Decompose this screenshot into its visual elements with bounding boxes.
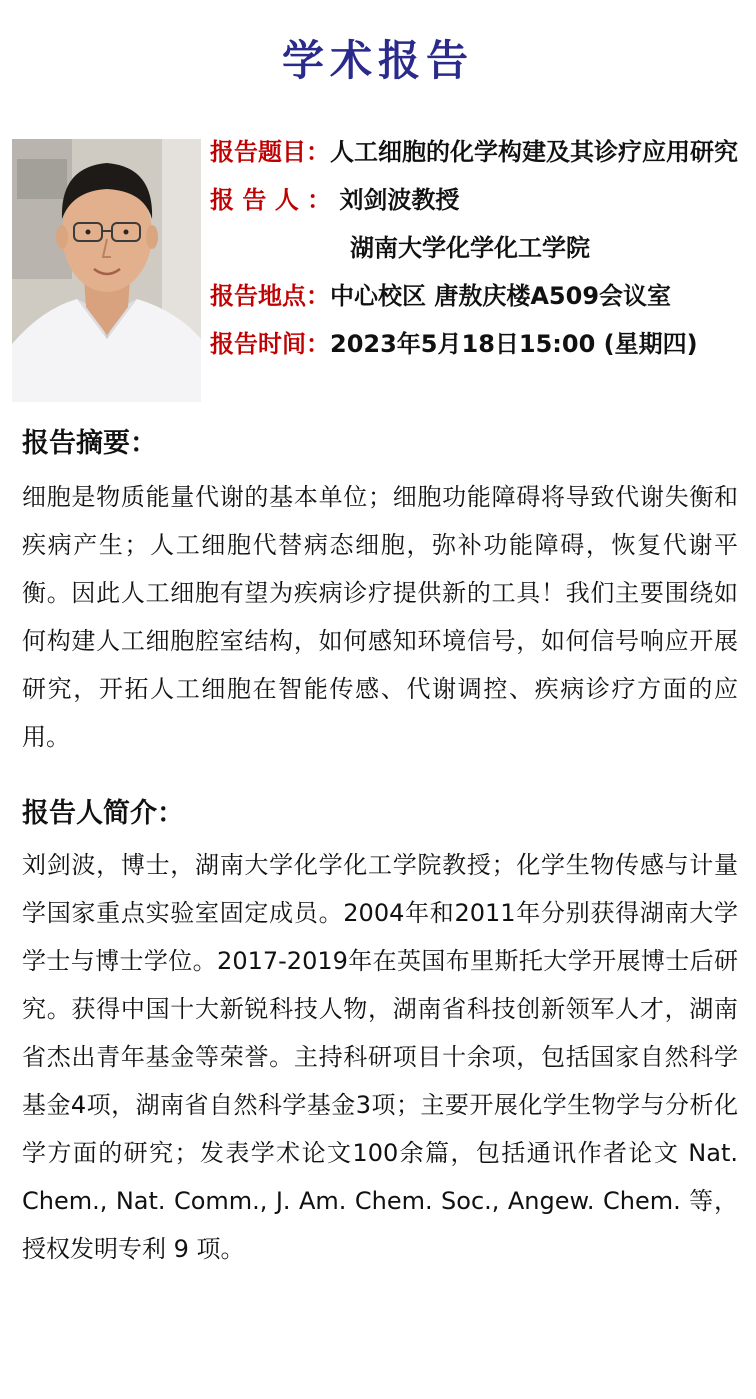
speaker-name: 刘剑波教授	[339, 186, 460, 214]
time-value: 2023年5月18日15:00 (星期四)	[330, 330, 698, 358]
bio-heading: 报告人简介：	[22, 798, 184, 829]
speaker-portrait-image	[12, 139, 201, 402]
time-row	[210, 320, 750, 368]
talk-info	[210, 128, 750, 368]
speaker-affiliation: 湖南大学化学化工学院	[350, 234, 590, 262]
topic-row	[210, 128, 750, 176]
abstract-heading: 报告摘要：	[22, 428, 157, 459]
page-title: 学术报告	[281, 36, 474, 85]
affiliation-row	[210, 224, 750, 272]
speaker-photo	[12, 139, 201, 402]
abstract-text: 细胞是物质能量代谢的基本单位；细胞功能障碍将导致代谢失衡和疾病产生；人工细胞代替病态细胞，弥补功能障碍，恢复代谢平衡。因此人工细胞有望为疾病诊疗提供新的工具！我们主要围绕如何构建人工细胞腔室结构，如何感知环境信号，如何信号响应开展研究，开拓人工细胞在智能传感、代谢调控、疾病诊疗方面的应用。	[22, 483, 738, 751]
bio-text: 刘剑波，博士，湖南大学化学化工学院教授；化学生物传感与计量学国家重点实验室固定成员。2004年和2011年分别获得湖南大学学士与博士学位。2017-2019年在英国布里斯托大学开展博士后研究。获得中国十大新锐科技人物，湖南省科技创新领军人才，湖南省杰出青年基金等荣誉。主持科研项目十余项，包括国家自然科学基金4项，湖南省自然科学基金3项；主要开展化学生物学与分析化学方面的研究；发表学术论文100余篇，包括通讯作者论文 Nat. Chem., Nat. Comm., J. Am. Chem. Soc., Angew. Chem. 等，授权发明专利 9 项。	[22, 851, 738, 1263]
speaker-label: 报 告 人 ：	[210, 186, 332, 214]
location-row	[210, 272, 750, 320]
time-label: 报告时间：	[210, 330, 330, 358]
speaker-row	[210, 176, 750, 224]
location-label: 报告地点：	[210, 282, 330, 310]
location-value: 中心校区 唐敖庆楼A509会议室	[330, 282, 672, 310]
topic-value: 人工细胞的化学构建及其诊疗应用研究	[330, 138, 738, 166]
topic-label: 报告题目：	[210, 138, 330, 166]
